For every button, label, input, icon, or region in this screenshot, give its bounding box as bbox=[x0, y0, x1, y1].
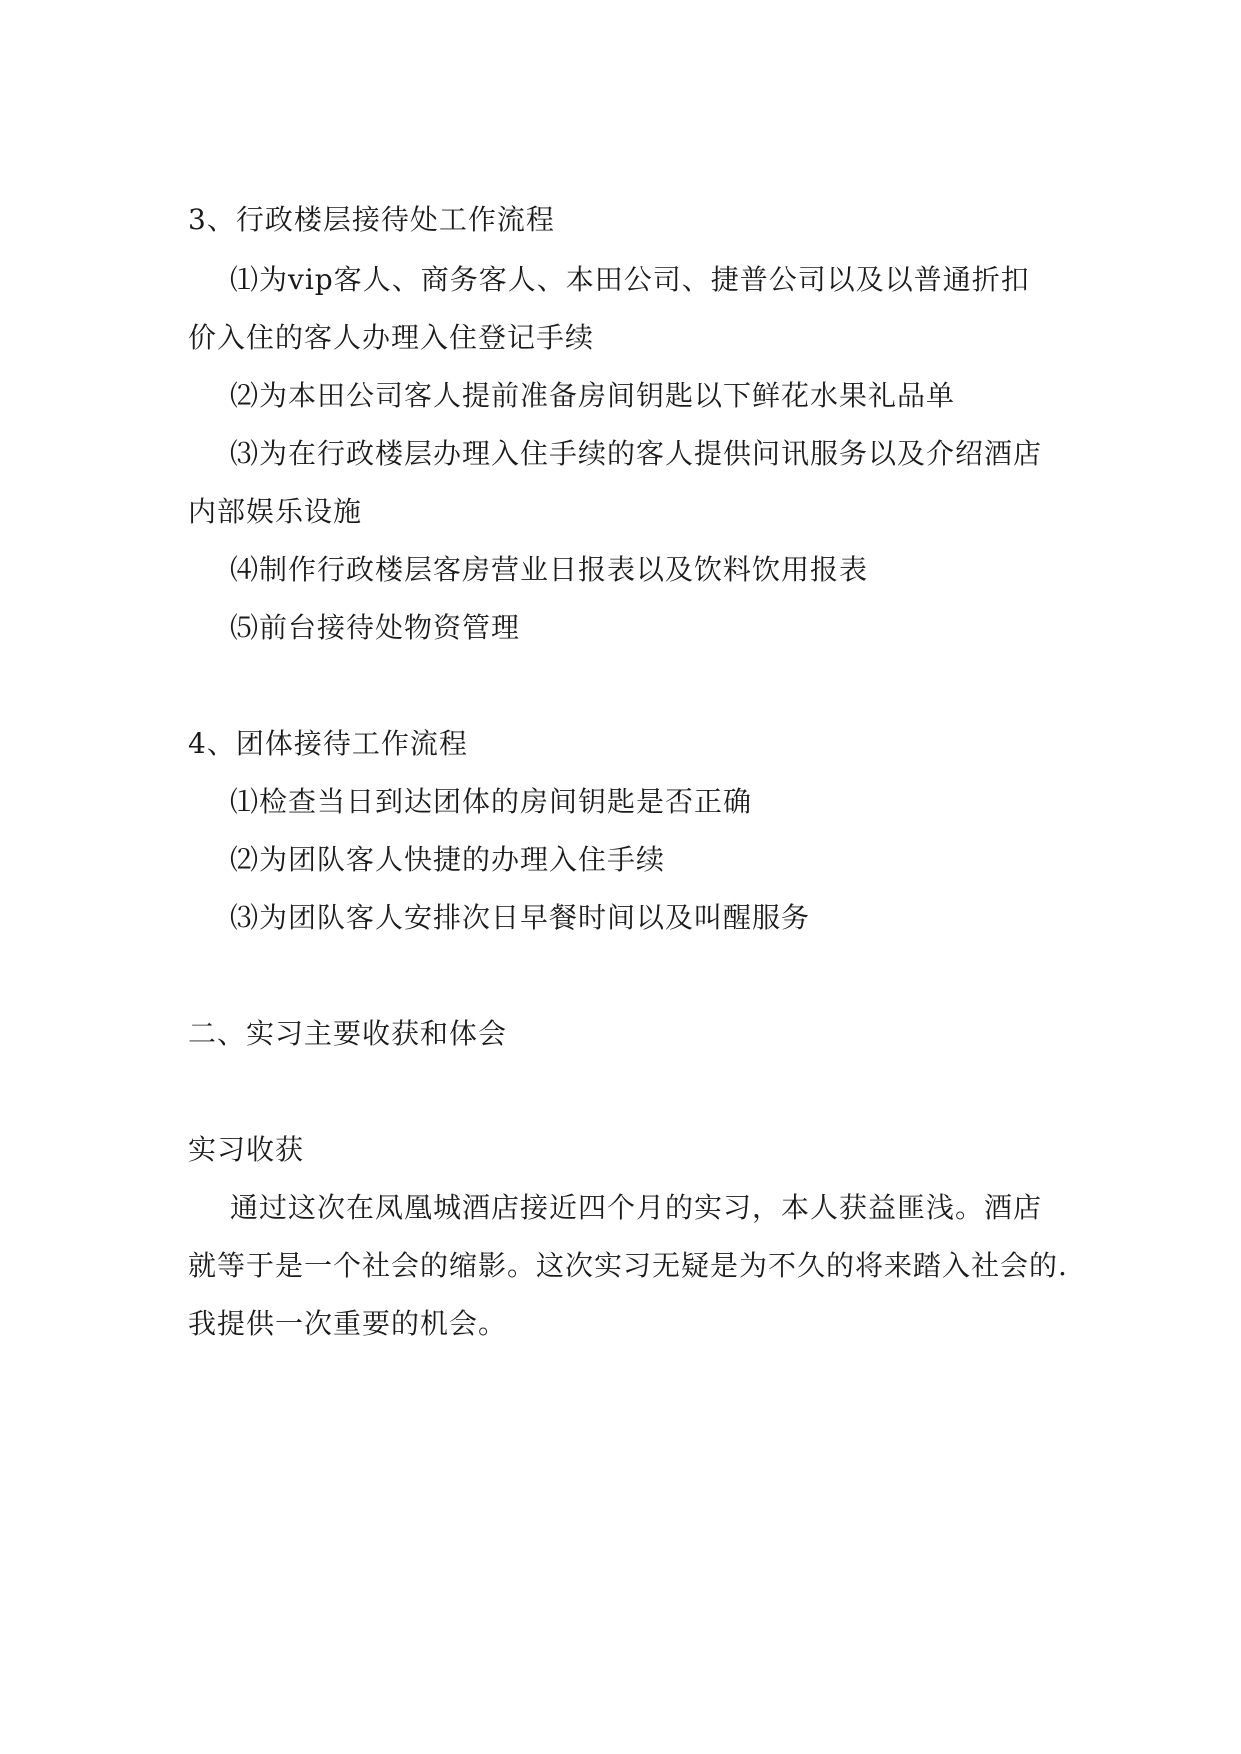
section4-item1: ⑴检查当日到达团体的房间钥匙是否正确 bbox=[230, 785, 753, 818]
section3-item1-line1: ⑴为vip客人、商务客人、本田公司、捷普公司以及以普通折扣 bbox=[230, 263, 1030, 296]
section4-heading: 4、团体接待工作流程 bbox=[188, 727, 468, 760]
section3-item1-line2: 价入住的客人办理入住登记手续 bbox=[188, 321, 595, 354]
section4-item2: ⑵为团队客人快捷的办理入住手续 bbox=[230, 843, 666, 876]
section3-heading: 3、行政楼层接待处工作流程 bbox=[188, 203, 555, 236]
section3-item3-line2: 内部娱乐设施 bbox=[188, 495, 363, 528]
part2-paragraph-line1: 通过这次在凤凰城酒店接近四个月的实习，本人获益匪浅。酒店 bbox=[230, 1191, 1043, 1224]
part2-paragraph-line2: 就等于是一个社会的缩影。这次实习无疑是为不久的将来踏入社会的. bbox=[188, 1249, 1068, 1282]
part2-paragraph-line3: 我提供一次重要的机会。 bbox=[188, 1307, 508, 1340]
section3-item5: ⑸前台接待处物资管理 bbox=[230, 611, 521, 644]
section3-item4: ⑷制作行政楼层客房营业日报表以及饮料饮用报表 bbox=[230, 553, 869, 586]
section3-item3-line1: ⑶为在行政楼层办理入住手续的客人提供问讯服务以及介绍酒店 bbox=[230, 437, 1043, 470]
part2-subheading: 实习收获 bbox=[188, 1133, 305, 1166]
section3-item2: ⑵为本田公司客人提前准备房间钥匙以下鲜花水果礼品单 bbox=[230, 379, 956, 412]
part2-heading: 二、实习主要收获和体会 bbox=[188, 1017, 508, 1050]
section4-item3: ⑶为团队客人安排次日早餐时间以及叫醒服务 bbox=[230, 901, 811, 934]
